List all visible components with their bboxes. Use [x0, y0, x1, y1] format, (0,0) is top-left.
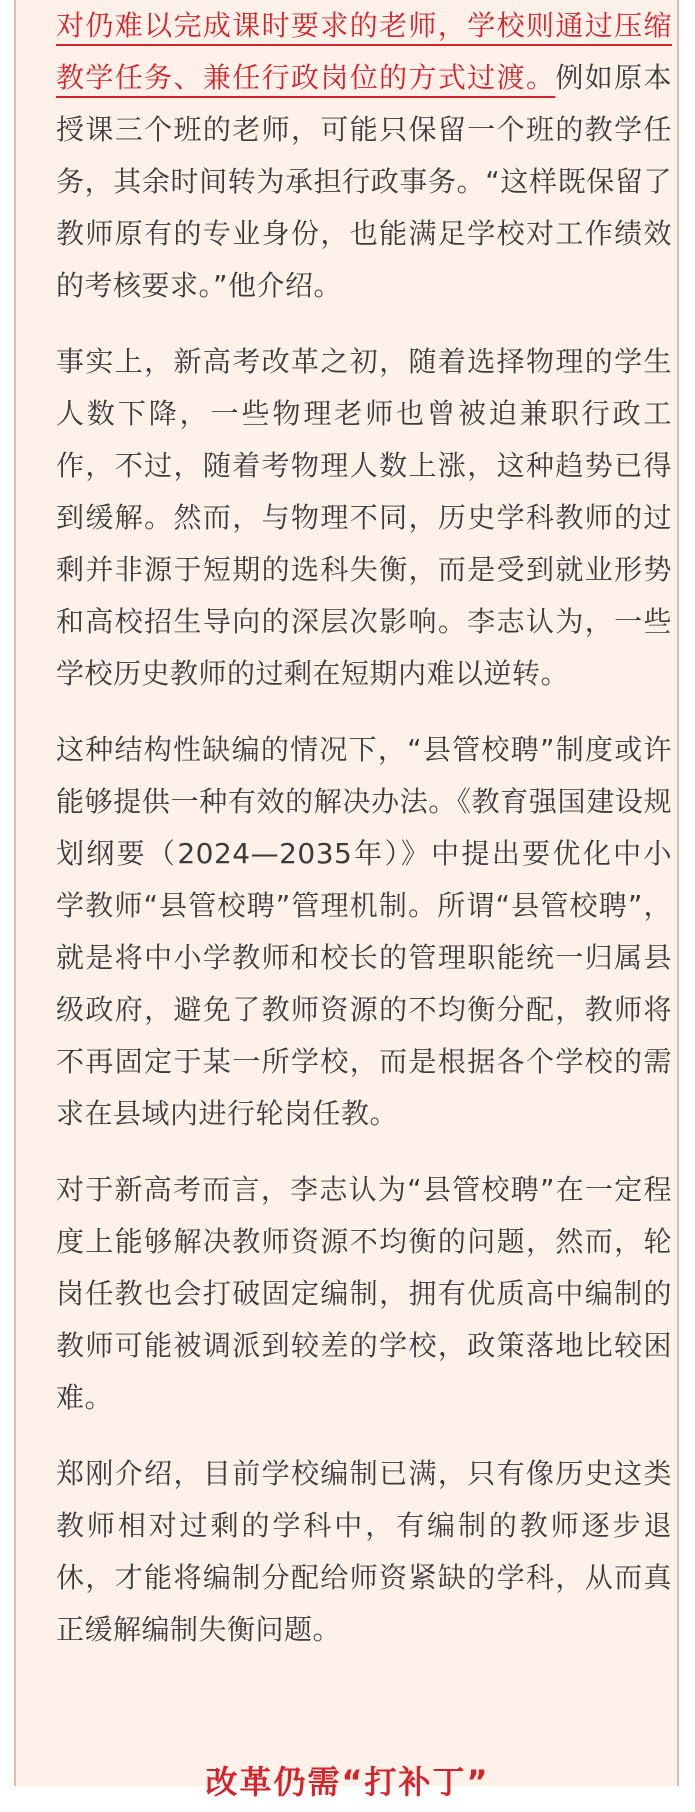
paragraph-2: 事实上，新高考改革之初，随着选择物理的学生人数下降，一些物理老师也曾被迫兼职行政工作，不过，随着考物理人数上涨，这种趋势已得到缓解。然而，与物理不同，历史学科教师的过剩并非源于短期的选科失衡，而是受到就业形势和高校招生导向的深层次影响。李志认为，一些学校历史教师的过剩在短期内难以逆转。 [56, 345, 672, 690]
paragraph-4: 对于新高考而言，李志认为“县管校聘”在一定程度上能够解决教师资源不均衡的问题，然而，轮岗任教也会打破固定编制，拥有优质高中编制的教师可能被调派到较差的学校，政策落地比较困难。 [56, 1173, 672, 1414]
paragraph-1-rest: 例如原本授课三个班的老师，可能只保留一个班的教学任务，其余时间转为承担行政事务。“这样既保留了教师原有的专业身份，也能满足学校对工作绩效的考核要求。”他介绍。 [56, 61, 672, 302]
article-frame [14, 0, 679, 1786]
paragraph-1 [56, 0, 672, 312]
article-body [56, 0, 672, 1656]
highlighted-sentence: 对仍难以完成课时要求的老师，学校则通过压缩教学任务、兼任行政岗位的方式过渡。 [56, 9, 672, 94]
section-heading: 改革仍需“打补丁” [205, 1763, 490, 1801]
paragraph-5: 郑刚介绍，目前学校编制已满，只有像历史这类教师相对过剩的学科中，有编制的教师逐步退休，才能将编制分配给师资紧缺的学科，从而真正缓解编制失衡问题。 [56, 1457, 672, 1646]
paragraph-3: 这种结构性缺编的情况下，“县管校聘”制度或许能够提供一种有效的解决办法。《教育强国建设规划纲要（2024—2035年）》中提出要优化中小学教师“县管校聘”管理机制。所谓“县管校聘”，就是将中小学教师和校长的管理职能统一归属县级政府，避免了教师资源的不均衡分配，教师将不再固定于某一所学校，而是根据各个学校的需求在县域内进行轮岗任教。 [56, 733, 672, 1130]
